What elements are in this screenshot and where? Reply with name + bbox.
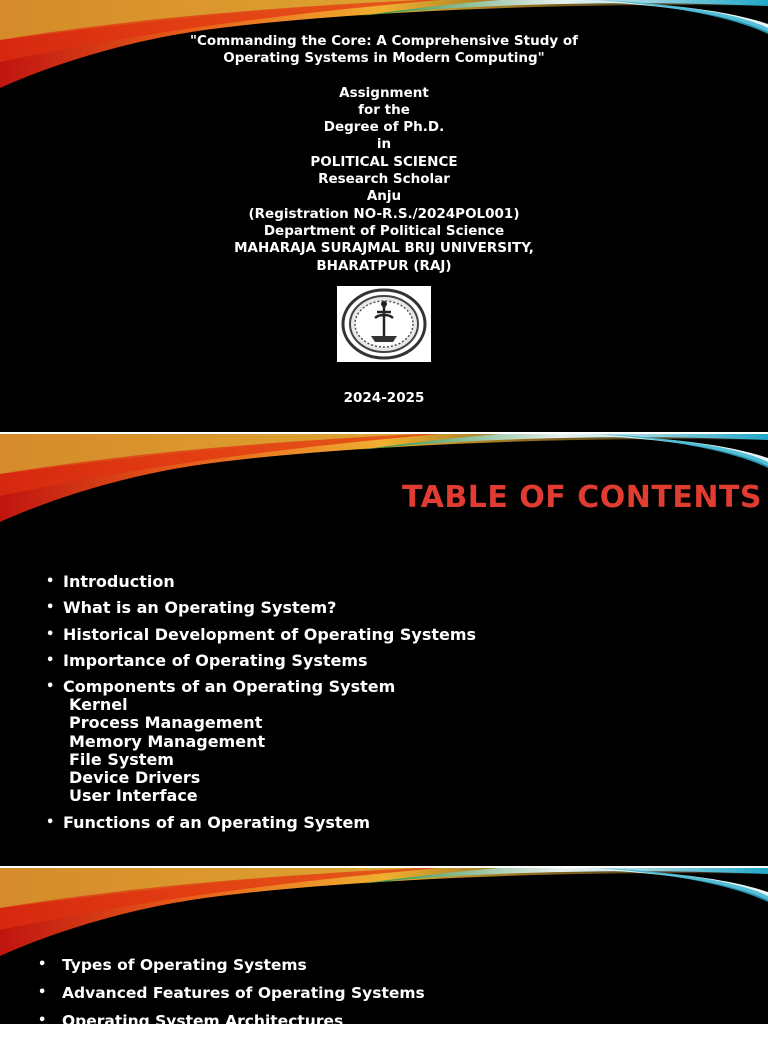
- info-line: (Registration NO-R.S./2024POL001): [248, 205, 520, 222]
- bullet: •: [46, 814, 55, 830]
- info-line: Degree of Ph.D.: [323, 119, 445, 136]
- info-line: MAHARAJA SURAJMAL BRIJ UNIVERSITY,: [234, 240, 534, 257]
- toc-item: [46, 651, 476, 670]
- toc-item-label: Advanced Features of Operating Systems: [62, 984, 425, 1002]
- toc-item-label: Types of Operating Systems: [62, 956, 307, 974]
- academic-year: 2024-2025: [343, 390, 425, 406]
- toc-item: [46, 625, 476, 644]
- toc-item-label: What is an Operating System?: [63, 598, 337, 618]
- toc-sublist: [63, 696, 476, 805]
- toc-heading: TABLE OF CONTENTS: [402, 480, 762, 515]
- toc-subitem: File System: [69, 749, 174, 769]
- bullet: •: [38, 957, 47, 972]
- toc-item: [46, 598, 476, 617]
- info-line: Research Scholar: [318, 171, 450, 188]
- toc-item-label: Introduction: [63, 572, 175, 591]
- toc-item: [46, 813, 476, 832]
- bullet: •: [46, 600, 55, 616]
- bullet: •: [38, 985, 47, 1000]
- toc-item: [38, 955, 425, 975]
- toc-subitem: User Interface: [69, 786, 198, 806]
- title-block: [184, 33, 584, 275]
- assignment-title: "Commanding the Core: A Comprehensive Study of Operating Systems in Modern Computing": [189, 33, 579, 67]
- toc-subitem: Memory Management: [69, 731, 266, 751]
- swoosh-decoration: [0, 868, 768, 968]
- info-line: Department of Political Science: [263, 222, 505, 239]
- info-line: Assignment: [339, 84, 429, 101]
- toc-subitem: Process Management: [69, 713, 263, 733]
- toc-item-label: Importance of Operating Systems: [63, 650, 368, 670]
- info-line: BHARATPUR (RAJ): [316, 257, 452, 274]
- toc-subitem: Kernel: [69, 695, 128, 715]
- info-line: in: [376, 136, 392, 153]
- bullet: •: [38, 1013, 47, 1028]
- contents-continued-list: [38, 955, 425, 1039]
- toc-item-label: Operating System Architectures: [62, 1012, 344, 1030]
- bullet: •: [46, 626, 55, 642]
- info-line: Anju: [366, 188, 402, 205]
- toc-list: [46, 572, 476, 839]
- slide-title: [0, 0, 768, 432]
- bullet: •: [46, 679, 55, 695]
- toc-item: [46, 572, 476, 591]
- bullet: •: [46, 652, 55, 668]
- toc-item: [46, 677, 476, 805]
- info-line: POLITICAL SCIENCE: [310, 153, 458, 170]
- toc-subitem: Device Drivers: [69, 768, 201, 787]
- bullet: •: [46, 574, 55, 589]
- university-seal-icon: [337, 286, 431, 362]
- toc-item: [38, 983, 425, 1003]
- toc-item-label: Historical Development of Operating Systems: [63, 624, 477, 644]
- toc-item: [38, 1011, 425, 1031]
- toc-item-label: Functions of an Operating System: [63, 812, 371, 832]
- toc-item-label: Components of an Operating System: [63, 677, 396, 697]
- info-line: for the: [358, 101, 410, 118]
